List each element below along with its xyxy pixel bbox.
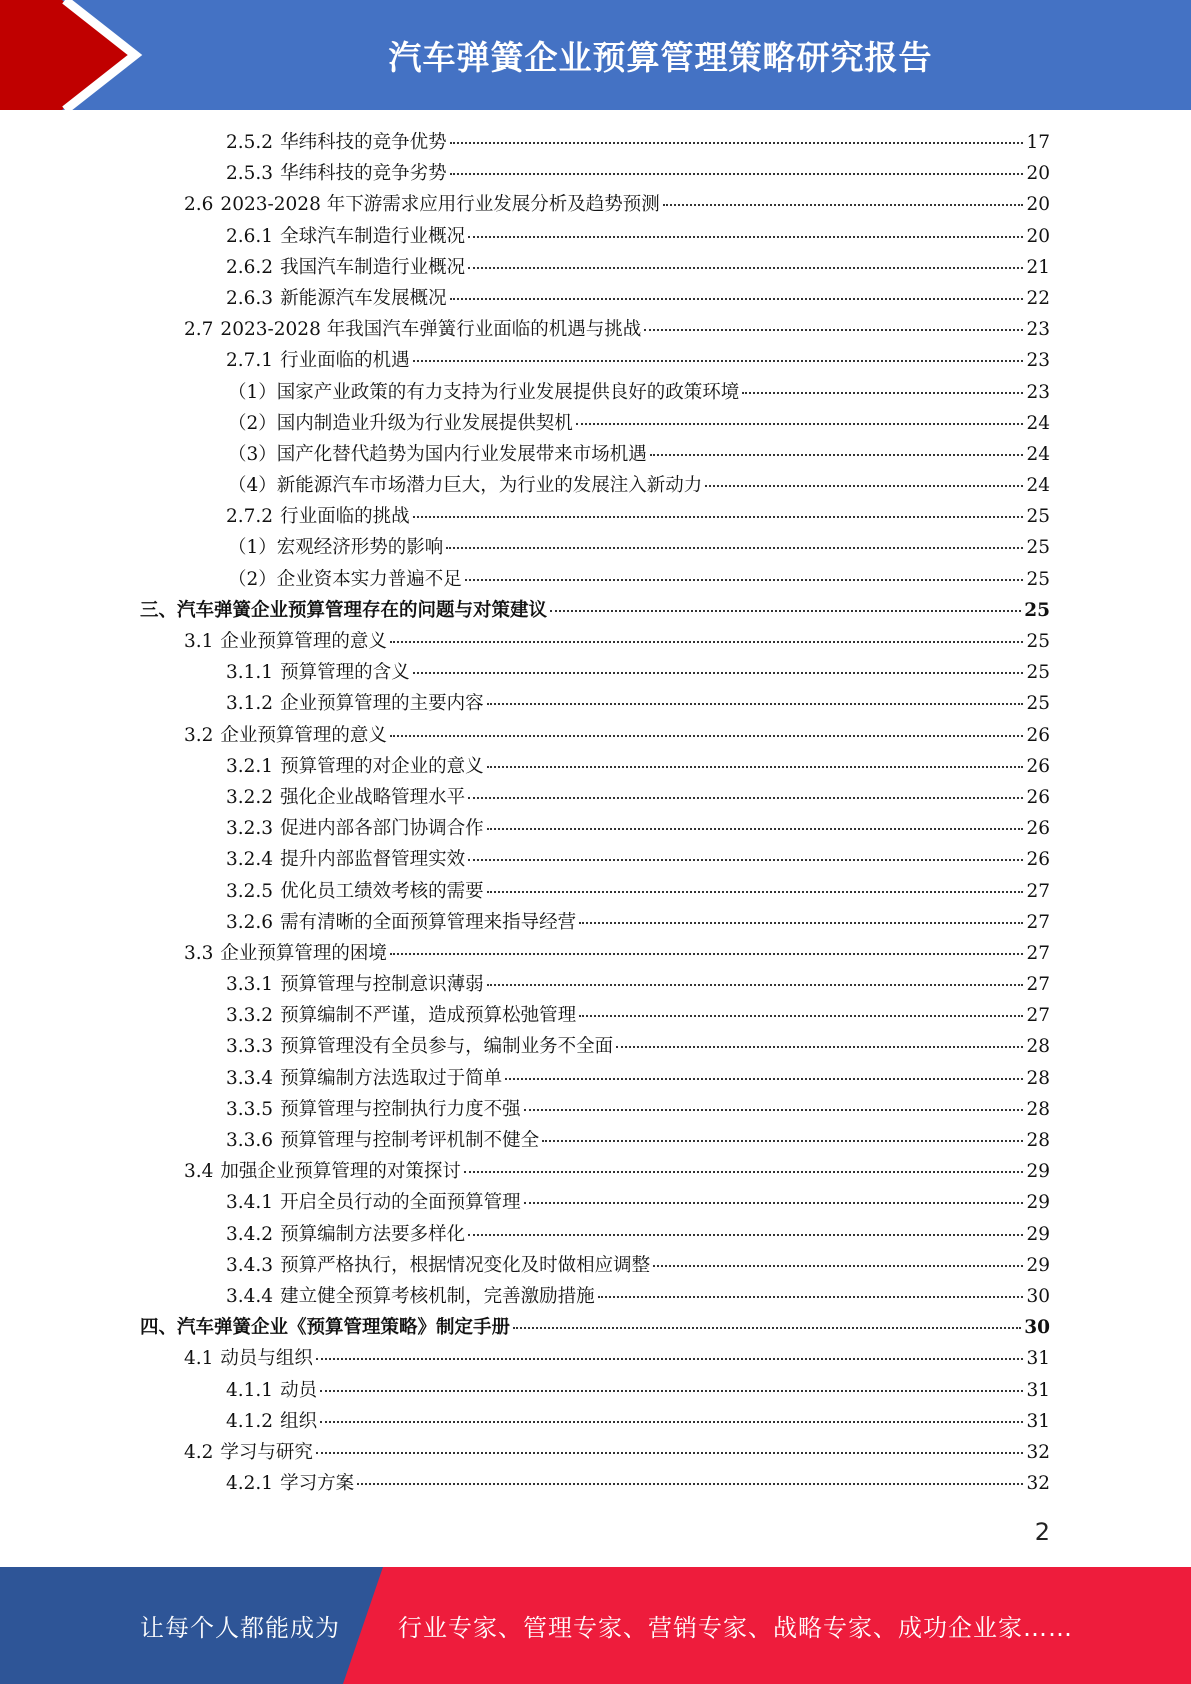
toc-entry[interactable] bbox=[140, 938, 1050, 969]
toc-entry-page: 31 bbox=[1026, 1379, 1050, 1401]
toc-entry[interactable] bbox=[140, 1437, 1050, 1468]
toc-entry-page: 27 bbox=[1026, 974, 1050, 996]
toc-entry-title: 行业面临的机遇 bbox=[280, 350, 410, 372]
toc-entry-number: 2.6.3 bbox=[226, 287, 274, 309]
toc-entry-page: 28 bbox=[1026, 1130, 1050, 1151]
toc-entry-page: 26 bbox=[1026, 849, 1050, 871]
toc-entry[interactable] bbox=[140, 1094, 1050, 1125]
toc-entry-number: 3.2 bbox=[184, 724, 214, 746]
toc-leader-dots bbox=[390, 641, 1024, 643]
toc-entry[interactable] bbox=[140, 688, 1050, 719]
toc-entry[interactable] bbox=[140, 1312, 1050, 1343]
toc-entry-title: 学习与研究 bbox=[220, 1441, 313, 1463]
toc-entry[interactable] bbox=[140, 626, 1050, 657]
toc-entry-page: 25 bbox=[1026, 631, 1050, 652]
toc-entry-title: 预算管理的含义 bbox=[280, 662, 410, 684]
toc-entry-number: 2.6.1 bbox=[226, 225, 274, 247]
toc-entry[interactable] bbox=[140, 1063, 1050, 1094]
toc-entry-number: 3.3.6 bbox=[226, 1130, 274, 1151]
toc-entry-title: 企业预算管理的意义 bbox=[220, 724, 387, 746]
toc-leader-dots bbox=[542, 1140, 1023, 1142]
toc-entry-title: 预算严格执行，根据情况变化及时做相应调整 bbox=[280, 1254, 651, 1276]
toc-leader-dots bbox=[468, 797, 1023, 799]
toc-entry-title: 强化企业战略管理水平 bbox=[280, 786, 466, 808]
toc-entry-page: 31 bbox=[1026, 1410, 1050, 1432]
toc-entry-number: 2.5.2 bbox=[226, 132, 274, 153]
toc-entry-page: 26 bbox=[1026, 786, 1050, 808]
toc-entry-number: 3.2.5 bbox=[226, 880, 274, 902]
toc-entry[interactable] bbox=[140, 408, 1050, 439]
toc-entry-title: 开启全员行动的全面预算管理 bbox=[280, 1192, 521, 1214]
toc-leader-dots bbox=[465, 579, 1024, 581]
toc-entry-number: 三、 bbox=[140, 599, 178, 621]
toc-entry[interactable] bbox=[140, 1468, 1050, 1499]
toc-leader-dots bbox=[524, 1202, 1024, 1204]
toc-entry-number: 3.4.2 bbox=[226, 1223, 274, 1245]
toc-leader-dots bbox=[653, 1265, 1023, 1267]
toc-entry-title: 预算管理没有全员参与，编制业务不全面 bbox=[280, 1036, 614, 1058]
toc-entry-title: 新能源汽车发展概况 bbox=[280, 287, 447, 309]
toc-leader-dots bbox=[464, 1171, 1024, 1173]
toc-entry[interactable] bbox=[140, 283, 1050, 314]
toc-entry-title: 需有清晰的全面预算管理来指导经营 bbox=[280, 911, 577, 933]
toc-entry-number: （2） bbox=[228, 568, 277, 590]
toc-leader-dots bbox=[487, 703, 1024, 705]
toc-entry[interactable] bbox=[140, 1406, 1050, 1437]
toc-entry-title: 优化员工绩效考核的需要 bbox=[280, 880, 484, 902]
toc-entry-number: 3.3.2 bbox=[226, 1005, 274, 1027]
toc-entry[interactable] bbox=[140, 1250, 1050, 1281]
toc-entry-page: 26 bbox=[1026, 755, 1050, 777]
toc-entry[interactable] bbox=[140, 532, 1050, 563]
toc-leader-dots bbox=[644, 329, 1023, 331]
toc-entry-page: 25 bbox=[1026, 568, 1050, 590]
toc-entry-page: 28 bbox=[1026, 1036, 1050, 1058]
toc-entry-title: 企业预算管理的意义 bbox=[220, 631, 387, 652]
toc-leader-dots bbox=[468, 1234, 1023, 1236]
toc-entry-number: 2.7.1 bbox=[226, 350, 274, 372]
toc-entry-page: 25 bbox=[1026, 693, 1050, 715]
toc-entry-page: 24 bbox=[1026, 412, 1050, 434]
toc-leader-dots bbox=[650, 454, 1024, 456]
toc-entry-page: 24 bbox=[1026, 443, 1050, 465]
toc-entry[interactable] bbox=[140, 1343, 1050, 1374]
footer-slogan-left: 让每个人都能成为 bbox=[140, 1614, 340, 1642]
toc-leader-dots bbox=[320, 1421, 1023, 1423]
toc-leader-dots bbox=[316, 1358, 1024, 1360]
toc-entry-number: 3.4.4 bbox=[226, 1285, 274, 1307]
toc-leader-dots bbox=[524, 1109, 1024, 1111]
toc-leader-dots bbox=[450, 298, 1024, 300]
toc-leader-dots bbox=[576, 423, 1024, 425]
toc-entry-number: （4） bbox=[228, 475, 277, 497]
toc-entry-page: 26 bbox=[1026, 818, 1050, 840]
toc-entry[interactable] bbox=[140, 595, 1050, 626]
toc-entry-page: 23 bbox=[1026, 381, 1050, 403]
toc-entry-number: 3.4.3 bbox=[226, 1254, 274, 1276]
toc-entry-number: 3.3.4 bbox=[226, 1067, 274, 1089]
report-title: 汽车弹簧企业预算管理策略研究报告 bbox=[388, 37, 933, 77]
page-footer bbox=[0, 1567, 1191, 1684]
toc-entry-number: 3.3.5 bbox=[226, 1098, 274, 1120]
toc-entry[interactable] bbox=[140, 1219, 1050, 1250]
toc-entry[interactable] bbox=[140, 1125, 1050, 1156]
toc-entry-title: 国产化替代趋势为国内行业发展带来市场机遇 bbox=[276, 443, 647, 465]
toc-entry-title: 汽车弹簧企业《预算管理策略》制定手册 bbox=[177, 1317, 511, 1339]
toc-leader-dots bbox=[450, 142, 1024, 144]
toc-entry[interactable] bbox=[140, 158, 1050, 189]
toc-entry-page: 23 bbox=[1026, 319, 1050, 341]
toc-entry[interactable] bbox=[140, 813, 1050, 844]
toc-entry-title: 国内制造业升级为行业发展提供契机 bbox=[276, 412, 573, 434]
toc-leader-dots bbox=[413, 516, 1024, 518]
toc-entry-title: 我国汽车制造行业概况 bbox=[280, 256, 466, 278]
toc-leader-dots bbox=[579, 1015, 1023, 1017]
toc-entry-number: 4.2.1 bbox=[226, 1473, 274, 1495]
toc-entry-title: 提升内部监督管理实效 bbox=[280, 849, 466, 871]
toc-leader-dots bbox=[742, 392, 1023, 394]
toc-leader-dots bbox=[705, 485, 1023, 487]
toc-entry-page: 23 bbox=[1026, 350, 1050, 372]
toc-entry-page: 32 bbox=[1026, 1441, 1050, 1463]
toc-entry-page: 27 bbox=[1026, 880, 1050, 902]
toc-entry[interactable] bbox=[140, 1375, 1050, 1406]
toc-entry[interactable] bbox=[140, 1000, 1050, 1031]
toc-entry[interactable] bbox=[140, 127, 1050, 158]
toc-entry-number: 2.5.3 bbox=[226, 163, 274, 185]
toc-entry-number: 3.2.2 bbox=[226, 786, 274, 808]
toc-entry[interactable] bbox=[140, 1281, 1050, 1312]
footer-slogan-right: 行业专家、管理专家、营销专家、战略专家、成功企业家…… bbox=[398, 1614, 1073, 1642]
toc-entry-number: 2.7.2 bbox=[226, 506, 274, 528]
toc-entry[interactable] bbox=[140, 189, 1050, 220]
toc-leader-dots bbox=[487, 828, 1024, 830]
toc-leader-dots bbox=[468, 859, 1023, 861]
toc-entry-number: 3.1.2 bbox=[226, 693, 274, 715]
toc-entry[interactable] bbox=[140, 501, 1050, 532]
toc-entry-number: 3.1 bbox=[184, 631, 214, 652]
toc-entry-number: 3.2.6 bbox=[226, 911, 274, 933]
toc-entry-number: 4.2 bbox=[184, 1441, 214, 1463]
toc-entry[interactable] bbox=[140, 564, 1050, 595]
toc-entry-page: 20 bbox=[1026, 163, 1050, 185]
toc-entry[interactable] bbox=[140, 907, 1050, 938]
toc-entry-page: 25 bbox=[1026, 537, 1050, 559]
toc-entry-number: 3.2.3 bbox=[226, 818, 274, 840]
toc-entry-page: 27 bbox=[1026, 942, 1050, 964]
toc-entry-number: 4.1 bbox=[184, 1348, 214, 1370]
toc-entry[interactable] bbox=[140, 1031, 1050, 1062]
toc-entry-number: （1） bbox=[228, 537, 277, 559]
toc-entry-page: 27 bbox=[1026, 911, 1050, 933]
toc-leader-dots bbox=[357, 1483, 1023, 1485]
toc-entry-title: 预算管理与控制考评机制不健全 bbox=[280, 1130, 540, 1151]
toc-entry-title: 企业资本实力普遍不足 bbox=[276, 568, 462, 590]
toc-entry-title: 汽车弹簧企业预算管理存在的问题与对策建议 bbox=[177, 599, 548, 621]
toc-leader-dots bbox=[616, 1046, 1023, 1048]
toc-entry-title: 预算管理与控制执行力度不强 bbox=[280, 1098, 521, 1120]
toc-entry-page: 22 bbox=[1026, 287, 1050, 309]
toc-entry-title: 企业预算管理的主要内容 bbox=[280, 693, 484, 715]
toc-entry-number: （2） bbox=[228, 412, 277, 434]
toc-entry-title: 全球汽车制造行业概况 bbox=[280, 225, 466, 247]
toc-entry-page: 25 bbox=[1026, 506, 1050, 528]
toc-entry[interactable] bbox=[140, 657, 1050, 688]
toc-entry[interactable] bbox=[140, 252, 1050, 283]
page-number: 2 bbox=[1034, 1518, 1050, 1546]
toc-entry[interactable] bbox=[140, 876, 1050, 907]
toc-leader-dots bbox=[413, 672, 1024, 674]
toc-entry-page: 28 bbox=[1026, 1067, 1050, 1089]
toc-entry-title: 加强企业预算管理的对策探讨 bbox=[220, 1161, 461, 1183]
toc-entry-page: 20 bbox=[1026, 194, 1050, 216]
toc-entry[interactable] bbox=[140, 751, 1050, 782]
toc-entry-number: 2.6.2 bbox=[226, 256, 274, 278]
toc-entry-title: 宏观经济形势的影响 bbox=[276, 537, 444, 559]
toc-entry-title: 组织 bbox=[280, 1410, 318, 1432]
toc-entry-page: 25 bbox=[1024, 599, 1050, 621]
toc-leader-dots bbox=[598, 1296, 1024, 1298]
toc-entry-number: 2.6 bbox=[184, 194, 214, 216]
toc-entry-number: 3.2.4 bbox=[226, 849, 274, 871]
toc-entry-title: 预算编制方法要多样化 bbox=[280, 1223, 466, 1245]
toc-entry-page: 24 bbox=[1026, 475, 1050, 497]
toc-entry-page: 29 bbox=[1026, 1223, 1050, 1245]
toc-entry-title: 预算管理与控制意识薄弱 bbox=[280, 974, 484, 996]
toc-entry[interactable] bbox=[140, 345, 1050, 376]
toc-leader-dots bbox=[663, 204, 1024, 206]
toc-entry-page: 29 bbox=[1026, 1254, 1050, 1276]
toc-entry-title: 华纬科技的竞争劣势 bbox=[280, 163, 447, 185]
toc-entry[interactable] bbox=[140, 377, 1050, 408]
toc-entry[interactable] bbox=[140, 1156, 1050, 1187]
toc-entry-number: 4.1.2 bbox=[226, 1410, 274, 1432]
toc-entry-number: 3.3 bbox=[184, 942, 214, 964]
toc-entry-page: 32 bbox=[1026, 1473, 1050, 1495]
toc-entry[interactable] bbox=[140, 844, 1050, 875]
toc-entry-title: 行业面临的挑战 bbox=[280, 506, 410, 528]
toc-leader-dots bbox=[505, 1078, 1023, 1080]
toc-leader-dots bbox=[487, 984, 1024, 986]
toc-entry[interactable] bbox=[140, 470, 1050, 501]
toc-entry-page: 17 bbox=[1026, 132, 1050, 153]
toc-leader-dots bbox=[450, 173, 1024, 175]
toc-entry-title: 国家产业政策的有力支持为行业发展提供良好的政策环境 bbox=[276, 381, 740, 403]
toc-leader-dots bbox=[487, 891, 1024, 893]
toc-leader-dots bbox=[413, 360, 1024, 362]
toc-entry-number: 3.3.1 bbox=[226, 974, 274, 996]
toc-entry-title: 新能源汽车市场潜力巨大，为行业的发展注入新动力 bbox=[276, 475, 703, 497]
toc-entry-number: 2.7 bbox=[184, 319, 214, 341]
toc-entry-page: 29 bbox=[1026, 1161, 1050, 1183]
toc-entry-page: 30 bbox=[1024, 1317, 1050, 1339]
toc-entry-title: 学习方案 bbox=[280, 1473, 355, 1495]
toc-entry[interactable] bbox=[140, 439, 1050, 470]
toc-entry-number: 3.1.1 bbox=[226, 662, 274, 684]
toc-entry-page: 28 bbox=[1026, 1098, 1050, 1120]
toc-entry-title: 2023-2028 年我国汽车弹簧行业面临的机遇与挑战 bbox=[220, 319, 642, 341]
toc-entry-number: （1） bbox=[228, 381, 277, 403]
toc-leader-dots bbox=[316, 1452, 1024, 1454]
toc-entry-title: 2023-2028 年下游需求应用行业发展分析及趋势预测 bbox=[220, 194, 660, 216]
table-of-contents bbox=[140, 127, 1050, 1499]
toc-entry-page: 25 bbox=[1026, 662, 1050, 684]
toc-leader-dots bbox=[320, 1390, 1023, 1392]
toc-entry-page: 27 bbox=[1026, 1005, 1050, 1027]
toc-leader-dots bbox=[468, 236, 1023, 238]
page-header bbox=[0, 0, 1191, 110]
toc-entry-page: 26 bbox=[1026, 724, 1050, 746]
toc-entry[interactable] bbox=[140, 221, 1050, 252]
toc-entry[interactable] bbox=[140, 720, 1050, 751]
toc-entry[interactable] bbox=[140, 969, 1050, 1000]
toc-entry-number: （3） bbox=[228, 443, 277, 465]
toc-leader-dots bbox=[390, 953, 1024, 955]
toc-entry-title: 华纬科技的竞争优势 bbox=[280, 132, 447, 153]
toc-entry-title: 动员 bbox=[280, 1379, 318, 1401]
toc-leader-dots bbox=[390, 735, 1024, 737]
toc-entry-number: 四、 bbox=[140, 1317, 178, 1339]
toc-leader-dots bbox=[513, 1327, 1021, 1329]
toc-entry-title: 预算管理的对企业的意义 bbox=[280, 755, 484, 777]
toc-entry-number: 3.2.1 bbox=[226, 755, 274, 777]
toc-entry[interactable] bbox=[140, 782, 1050, 813]
toc-entry-title: 预算编制方法选取过于简单 bbox=[280, 1067, 503, 1089]
toc-leader-dots bbox=[468, 267, 1023, 269]
toc-entry-title: 动员与组织 bbox=[220, 1348, 313, 1370]
toc-entry-number: 3.4.1 bbox=[226, 1192, 274, 1214]
toc-entry-page: 29 bbox=[1026, 1192, 1050, 1214]
toc-entry-title: 企业预算管理的困境 bbox=[220, 942, 387, 964]
toc-entry-page: 31 bbox=[1026, 1348, 1050, 1370]
toc-entry-page: 20 bbox=[1026, 225, 1050, 247]
toc-entry-title: 促进内部各部门协调合作 bbox=[280, 818, 484, 840]
toc-entry-number: 3.3.3 bbox=[226, 1036, 274, 1058]
toc-entry-number: 3.4 bbox=[184, 1161, 214, 1183]
toc-entry-page: 21 bbox=[1026, 256, 1050, 278]
toc-leader-dots bbox=[446, 547, 1023, 549]
toc-entry-title: 建立健全预算考核机制，完善激励措施 bbox=[280, 1285, 595, 1307]
toc-entry-page: 30 bbox=[1026, 1285, 1050, 1307]
toc-entry[interactable] bbox=[140, 1187, 1050, 1218]
toc-entry-number: 4.1.1 bbox=[226, 1379, 274, 1401]
toc-leader-dots bbox=[579, 922, 1023, 924]
toc-entry[interactable] bbox=[140, 314, 1050, 345]
toc-leader-dots bbox=[487, 766, 1024, 768]
toc-entry-title: 预算编制不严谨，造成预算松弛管理 bbox=[280, 1005, 577, 1027]
toc-leader-dots bbox=[550, 610, 1021, 612]
